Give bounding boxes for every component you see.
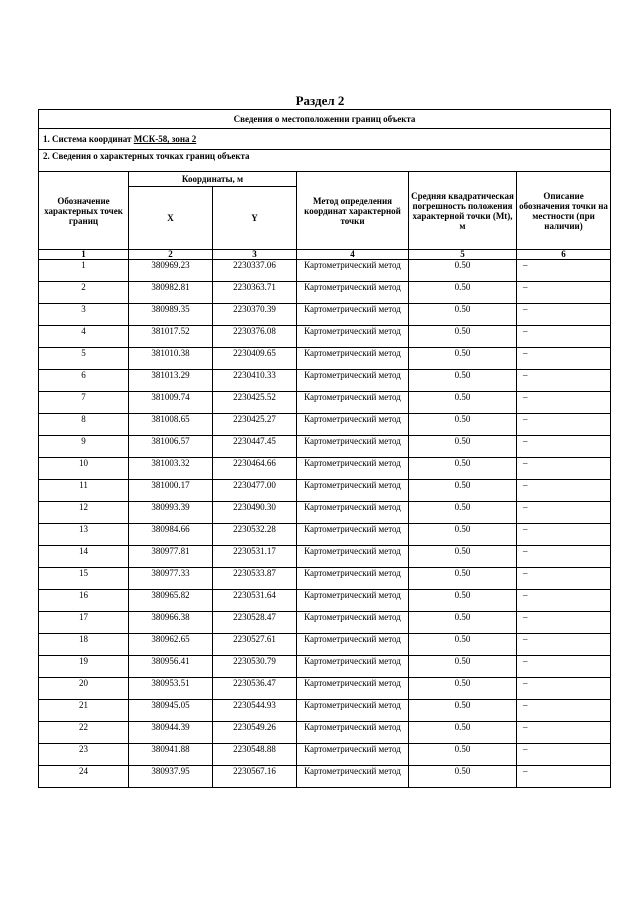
coord-y-cell: 2230425.27 — [213, 414, 297, 436]
method-cell: Картометрический метод — [297, 260, 409, 282]
description-cell: – — [517, 634, 611, 656]
mean-error-cell: 0.50 — [409, 524, 517, 546]
header-description: Описание обозначения точки на местности (при наличии) — [517, 172, 611, 250]
description-cell: – — [517, 546, 611, 568]
coord-y-cell: 2230477.00 — [213, 480, 297, 502]
mean-error-cell: 0.50 — [409, 282, 517, 304]
table-row — [39, 458, 611, 480]
mean-error-cell: 0.50 — [409, 326, 517, 348]
coord-x-cell: 380977.81 — [129, 546, 213, 568]
table-row — [39, 656, 611, 678]
method-cell: Картометрический метод — [297, 744, 409, 766]
coord-x-cell: 380969.23 — [129, 260, 213, 282]
boundary-points-table — [38, 109, 611, 788]
point-number: 14 — [39, 546, 129, 568]
coord-x-cell: 380993.39 — [129, 502, 213, 524]
mean-error-cell: 0.50 — [409, 260, 517, 282]
method-cell: Картометрический метод — [297, 480, 409, 502]
table-row — [39, 700, 611, 722]
point-number: 18 — [39, 634, 129, 656]
coord-system-value: МСК-58, зона 2 — [133, 134, 197, 144]
description-cell: – — [517, 480, 611, 502]
description-cell: – — [517, 260, 611, 282]
coord-y-cell: 2230567.16 — [213, 766, 297, 788]
coord-x-cell: 381003.32 — [129, 458, 213, 480]
coord-x-cell: 380941.88 — [129, 744, 213, 766]
method-cell: Картометрический метод — [297, 656, 409, 678]
method-cell: Картометрический метод — [297, 722, 409, 744]
point-number: 3 — [39, 304, 129, 326]
method-cell: Картометрический метод — [297, 678, 409, 700]
description-cell: – — [517, 744, 611, 766]
mean-error-cell: 0.50 — [409, 480, 517, 502]
description-cell: – — [517, 502, 611, 524]
column-number: 1 — [39, 250, 129, 260]
coord-y-cell: 2230447.45 — [213, 436, 297, 458]
table-row — [39, 480, 611, 502]
header-point-designation: Обозначение характерных точек границ — [39, 172, 129, 250]
point-number: 6 — [39, 370, 129, 392]
point-number: 8 — [39, 414, 129, 436]
header-coordinates: Координаты, м — [129, 172, 297, 187]
coord-system-label: 1. Система координат — [43, 134, 134, 144]
point-number: 24 — [39, 766, 129, 788]
description-cell: – — [517, 348, 611, 370]
coord-x-cell: 380966.38 — [129, 612, 213, 634]
mean-error-cell: 0.50 — [409, 656, 517, 678]
mean-error-cell: 0.50 — [409, 458, 517, 480]
coord-y-cell: 2230410.33 — [213, 370, 297, 392]
coord-x-cell: 381006.57 — [129, 436, 213, 458]
mean-error-cell: 0.50 — [409, 678, 517, 700]
method-cell: Картометрический метод — [297, 370, 409, 392]
coord-x-cell: 381000.17 — [129, 480, 213, 502]
coord-x-cell: 380989.35 — [129, 304, 213, 326]
table-row — [39, 612, 611, 634]
method-cell: Картометрический метод — [297, 634, 409, 656]
coord-x-cell: 380945.05 — [129, 700, 213, 722]
coord-x-cell: 380965.82 — [129, 590, 213, 612]
coord-x-cell: 381010.38 — [129, 348, 213, 370]
point-number: 23 — [39, 744, 129, 766]
point-number: 7 — [39, 392, 129, 414]
point-number: 19 — [39, 656, 129, 678]
mean-error-cell: 0.50 — [409, 370, 517, 392]
description-cell: – — [517, 656, 611, 678]
coord-y-cell: 2230532.28 — [213, 524, 297, 546]
table-row — [39, 744, 611, 766]
point-number: 9 — [39, 436, 129, 458]
description-cell: – — [517, 524, 611, 546]
header-y: Y — [213, 187, 297, 250]
table-row — [39, 304, 611, 326]
column-number: 5 — [409, 250, 517, 260]
description-cell: – — [517, 414, 611, 436]
table-row — [39, 348, 611, 370]
coord-y-cell: 2230409.65 — [213, 348, 297, 370]
coord-x-cell: 380956.41 — [129, 656, 213, 678]
table-row — [39, 392, 611, 414]
mean-error-cell: 0.50 — [409, 744, 517, 766]
coord-y-cell: 2230363.71 — [213, 282, 297, 304]
coord-x-cell: 380937.95 — [129, 766, 213, 788]
coord-y-cell: 2230337.06 — [213, 260, 297, 282]
coord-x-cell: 380982.81 — [129, 282, 213, 304]
table-row — [39, 260, 611, 282]
coord-x-cell: 380977.33 — [129, 568, 213, 590]
coord-x-cell: 381013.29 — [129, 370, 213, 392]
description-cell: – — [517, 326, 611, 348]
coord-y-cell: 2230530.79 — [213, 656, 297, 678]
method-cell: Картометрический метод — [297, 326, 409, 348]
point-number: 1 — [39, 260, 129, 282]
description-cell: – — [517, 678, 611, 700]
point-number: 5 — [39, 348, 129, 370]
coord-x-cell: 380984.66 — [129, 524, 213, 546]
coord-y-cell: 2230531.17 — [213, 546, 297, 568]
coord-y-cell: 2230544.93 — [213, 700, 297, 722]
table-row — [39, 370, 611, 392]
point-number: 21 — [39, 700, 129, 722]
header-mean-error: Средняя квадратическая погрешность положения характерной точки (Mt), м — [409, 172, 517, 250]
coord-x-cell: 380953.51 — [129, 678, 213, 700]
mean-error-cell: 0.50 — [409, 568, 517, 590]
method-cell: Картометрический метод — [297, 392, 409, 414]
method-cell: Картометрический метод — [297, 612, 409, 634]
point-number: 4 — [39, 326, 129, 348]
column-number: 2 — [129, 250, 213, 260]
coord-y-cell: 2230425.52 — [213, 392, 297, 414]
coord-y-cell: 2230376.08 — [213, 326, 297, 348]
points-heading: 2. Сведения о характерных точках границ объекта — [39, 150, 611, 172]
coord-x-cell: 380944.39 — [129, 722, 213, 744]
point-number: 15 — [39, 568, 129, 590]
description-cell: – — [517, 392, 611, 414]
point-number: 2 — [39, 282, 129, 304]
table-row — [39, 546, 611, 568]
table-row — [39, 722, 611, 744]
coord-y-cell: 2230370.39 — [213, 304, 297, 326]
table-row — [39, 524, 611, 546]
point-number: 11 — [39, 480, 129, 502]
table-row — [39, 568, 611, 590]
description-cell: – — [517, 304, 611, 326]
description-cell: – — [517, 458, 611, 480]
coord-x-cell: 381008.65 — [129, 414, 213, 436]
mean-error-cell: 0.50 — [409, 304, 517, 326]
mean-error-cell: 0.50 — [409, 392, 517, 414]
point-number: 10 — [39, 458, 129, 480]
coord-y-cell: 2230549.26 — [213, 722, 297, 744]
table-row — [39, 326, 611, 348]
table-row — [39, 282, 611, 304]
table-row — [39, 414, 611, 436]
method-cell: Картометрический метод — [297, 590, 409, 612]
point-number: 17 — [39, 612, 129, 634]
coord-y-cell: 2230533.87 — [213, 568, 297, 590]
coord-y-cell: 2230528.47 — [213, 612, 297, 634]
header-method: Метод определения координат характерной точки — [297, 172, 409, 250]
coord-x-cell: 381009.74 — [129, 392, 213, 414]
table-title: Сведения о местоположении границ объекта — [39, 110, 611, 129]
description-cell: – — [517, 700, 611, 722]
mean-error-cell: 0.50 — [409, 348, 517, 370]
table-row — [39, 634, 611, 656]
point-number: 20 — [39, 678, 129, 700]
method-cell: Картометрический метод — [297, 304, 409, 326]
description-cell: – — [517, 568, 611, 590]
coord-x-cell: 380962.65 — [129, 634, 213, 656]
mean-error-cell: 0.50 — [409, 502, 517, 524]
mean-error-cell: 0.50 — [409, 766, 517, 788]
page-title: Раздел 2 — [295, 93, 345, 108]
mean-error-cell: 0.50 — [409, 634, 517, 656]
method-cell: Картометрический метод — [297, 458, 409, 480]
description-cell: – — [517, 766, 611, 788]
coord-x-cell: 381017.52 — [129, 326, 213, 348]
method-cell: Картометрический метод — [297, 436, 409, 458]
mean-error-cell: 0.50 — [409, 612, 517, 634]
coord-y-cell: 2230531.64 — [213, 590, 297, 612]
column-number: 6 — [517, 250, 611, 260]
method-cell: Картометрический метод — [297, 568, 409, 590]
description-cell: – — [517, 612, 611, 634]
column-number: 3 — [213, 250, 297, 260]
table-row — [39, 678, 611, 700]
table-row — [39, 590, 611, 612]
coord-y-cell: 2230490.30 — [213, 502, 297, 524]
mean-error-cell: 0.50 — [409, 700, 517, 722]
mean-error-cell: 0.50 — [409, 590, 517, 612]
description-cell: – — [517, 370, 611, 392]
column-number: 4 — [297, 250, 409, 260]
coord-y-cell: 2230548.88 — [213, 744, 297, 766]
description-cell: – — [517, 722, 611, 744]
mean-error-cell: 0.50 — [409, 436, 517, 458]
description-cell: – — [517, 590, 611, 612]
point-number: 12 — [39, 502, 129, 524]
point-number: 22 — [39, 722, 129, 744]
method-cell: Картометрический метод — [297, 700, 409, 722]
method-cell: Картометрический метод — [297, 546, 409, 568]
table-row — [39, 436, 611, 458]
point-number: 13 — [39, 524, 129, 546]
header-x: X — [129, 187, 213, 250]
mean-error-cell: 0.50 — [409, 722, 517, 744]
description-cell: – — [517, 436, 611, 458]
method-cell: Картометрический метод — [297, 524, 409, 546]
mean-error-cell: 0.50 — [409, 546, 517, 568]
mean-error-cell: 0.50 — [409, 414, 517, 436]
table-row — [39, 502, 611, 524]
method-cell: Картометрический метод — [297, 502, 409, 524]
method-cell: Картометрический метод — [297, 766, 409, 788]
point-number: 16 — [39, 590, 129, 612]
coord-y-cell: 2230464.66 — [213, 458, 297, 480]
coord-y-cell: 2230527.61 — [213, 634, 297, 656]
method-cell: Картометрический метод — [297, 282, 409, 304]
method-cell: Картометрический метод — [297, 348, 409, 370]
coord-y-cell: 2230536.47 — [213, 678, 297, 700]
description-cell: – — [517, 282, 611, 304]
method-cell: Картометрический метод — [297, 414, 409, 436]
table-row — [39, 766, 611, 788]
coord-system-line — [39, 129, 611, 150]
